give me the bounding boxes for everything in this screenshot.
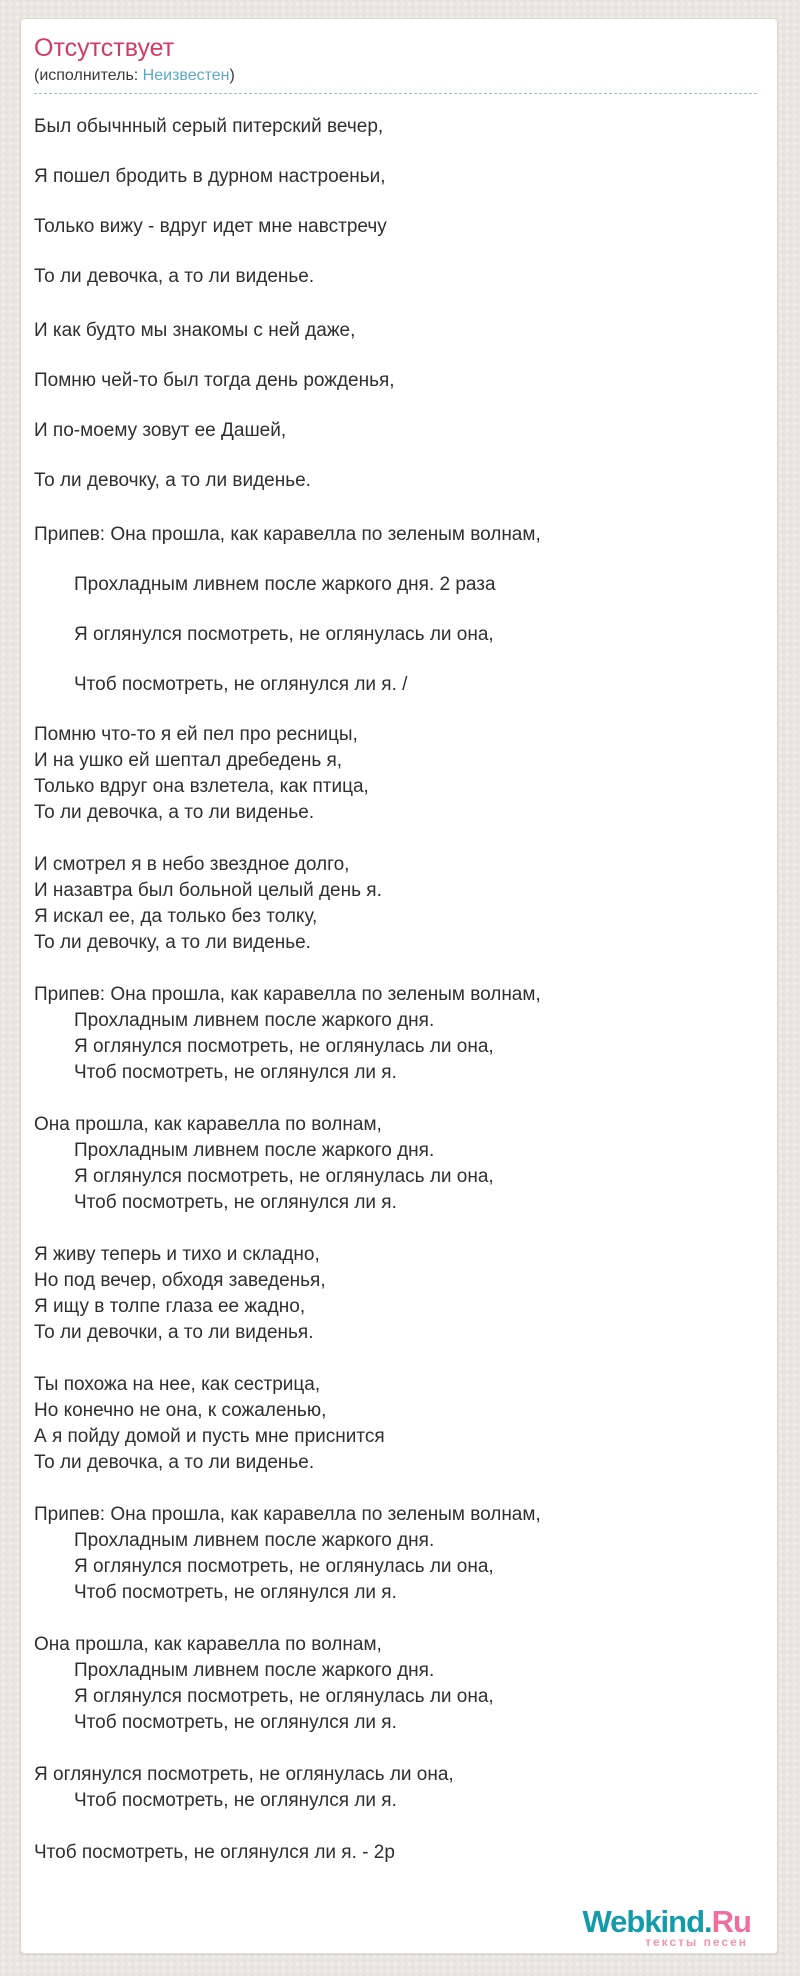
lyric-line: Помню чей-то был тогда день рожденья, <box>34 370 395 391</box>
song-header <box>34 33 757 94</box>
logo-text-webkind: Webkind <box>582 1904 705 1939</box>
lyric-line: То ли девочки, а то ли виденья. <box>34 1322 314 1343</box>
lyric-line: Я оглянулся посмотреть, не оглянулась ли она, <box>74 624 494 645</box>
lyric-line: Чтоб посмотреть, не оглянулся ли я. - 2р <box>34 1842 395 1863</box>
lyric-line: Я пошел бродить в дурном настроеньи, <box>34 166 386 187</box>
lyric-line: Я искал ее, да только без толку, <box>34 906 318 927</box>
stanza <box>34 1632 757 1736</box>
lyric-line: Прохладным ливнем после жаркого дня. <box>74 1530 435 1551</box>
lyric-line: Она прошла, как каравелла по волнам, <box>34 1634 382 1655</box>
lyric-line: Прохладным ливнем после жаркого дня. 2 раза <box>74 574 496 595</box>
artist-line <box>34 66 757 85</box>
lyric-line: Только вижу - вдруг идет мне навстречу <box>34 216 387 237</box>
lyric-line: Припев: Она прошла, как каравелла по зеленым волнам, <box>34 524 541 545</box>
lyric-line: Помню что-то я ей пел про ресницы, <box>34 724 358 745</box>
logo-dot: . <box>704 1904 712 1939</box>
lyric-line: И на ушко ей шептал дребедень я, <box>34 750 343 771</box>
artist-label: (исполнитель: <box>34 67 143 84</box>
logo-text-ru: Ru <box>711 1904 751 1939</box>
stanza <box>34 1242 757 1346</box>
lyric-line: Я ищу в толпе глаза ее жадно, <box>34 1296 306 1317</box>
lyric-line: Чтоб посмотреть, не оглянулся ли я. <box>74 1790 397 1811</box>
lyric-line: Прохладным ливнем после жаркого дня. <box>74 1140 435 1161</box>
lyric-line: Я оглянулся посмотреть, не оглянулась ли она, <box>74 1556 494 1577</box>
webkind-logo[interactable] <box>582 1904 751 1949</box>
lyric-line: То ли девочку, а то ли виденье. <box>34 470 311 491</box>
lyric-line: Я оглянулся посмотреть, не оглянулась ли она, <box>34 1764 454 1785</box>
lyric-line: Припев: Она прошла, как каравелла по зеленым волнам, <box>34 1504 541 1525</box>
lyric-line: То ли девочка, а то ли виденье. <box>34 266 315 287</box>
lyric-line: Я оглянулся посмотреть, не оглянулась ли она, <box>74 1686 494 1707</box>
lyric-line: Прохладным ливнем после жаркого дня. <box>74 1660 435 1681</box>
stanza <box>34 982 757 1086</box>
stanza <box>34 1502 757 1606</box>
lyric-line: Чтоб посмотреть, не оглянулся ли я. <box>74 1062 397 1083</box>
artist-label-suffix: ) <box>229 67 235 84</box>
lyric-line: Чтоб посмотреть, не оглянулся ли я. / <box>74 674 408 695</box>
page-title: Отсутствует <box>34 34 175 62</box>
lyric-line: Но под вечер, обходя заведенья, <box>34 1270 326 1291</box>
stanza <box>34 852 757 956</box>
stanza <box>34 114 757 290</box>
lyric-line: А я пойду домой и пусть мне приснится <box>34 1426 385 1447</box>
artist-link[interactable]: Неизвестен <box>142 67 230 84</box>
stanza <box>34 1762 757 1814</box>
lyrics <box>34 114 757 1866</box>
stanza <box>34 1840 757 1866</box>
lyric-line: То ли девочка, а то ли виденье. <box>34 1452 315 1473</box>
lyric-line: Припев: Она прошла, как каравелла по зеленым волнам, <box>34 984 541 1005</box>
stanza <box>34 318 757 494</box>
lyric-line: Прохладным ливнем после жаркого дня. <box>74 1010 435 1031</box>
lyric-line: Ты похожа на нее, как сестрица, <box>34 1374 321 1395</box>
lyric-line: Она прошла, как каравелла по волнам, <box>34 1114 382 1135</box>
lyric-line: То ли девочку, а то ли виденье. <box>34 932 311 953</box>
stanza <box>34 1372 757 1476</box>
lyric-line: И как будто мы знакомы с ней даже, <box>34 320 356 341</box>
lyric-line: Чтоб посмотреть, не оглянулся ли я. <box>74 1192 397 1213</box>
lyric-line: Чтоб посмотреть, не оглянулся ли я. <box>74 1712 397 1733</box>
lyrics-card <box>20 18 778 1954</box>
stanza <box>34 722 757 826</box>
lyric-line: И смотрел я в небо звездное долго, <box>34 854 350 875</box>
lyric-line: Но конечно не она, к сожаленью, <box>34 1400 327 1421</box>
lyric-line: Я живу теперь и тихо и складно, <box>34 1244 320 1265</box>
lyric-line: То ли девочка, а то ли виденье. <box>34 802 315 823</box>
stanza <box>34 1112 757 1216</box>
lyric-line: Я оглянулся посмотреть, не оглянулась ли она, <box>74 1036 494 1057</box>
lyric-line: Я оглянулся посмотреть, не оглянулась ли она, <box>74 1166 494 1187</box>
lyric-line: И назавтра был больной целый день я. <box>34 880 382 901</box>
logo-tagline: тексты песен <box>645 1935 748 1949</box>
lyric-line: Только вдруг она взлетела, как птица, <box>34 776 369 797</box>
lyric-line: Чтоб посмотреть, не оглянулся ли я. <box>74 1582 397 1603</box>
stanza <box>34 522 757 698</box>
lyric-line: Был обычнный серый питерский вечер, <box>34 116 384 137</box>
lyric-line: И по-моему зовут ее Дашей, <box>34 420 287 441</box>
